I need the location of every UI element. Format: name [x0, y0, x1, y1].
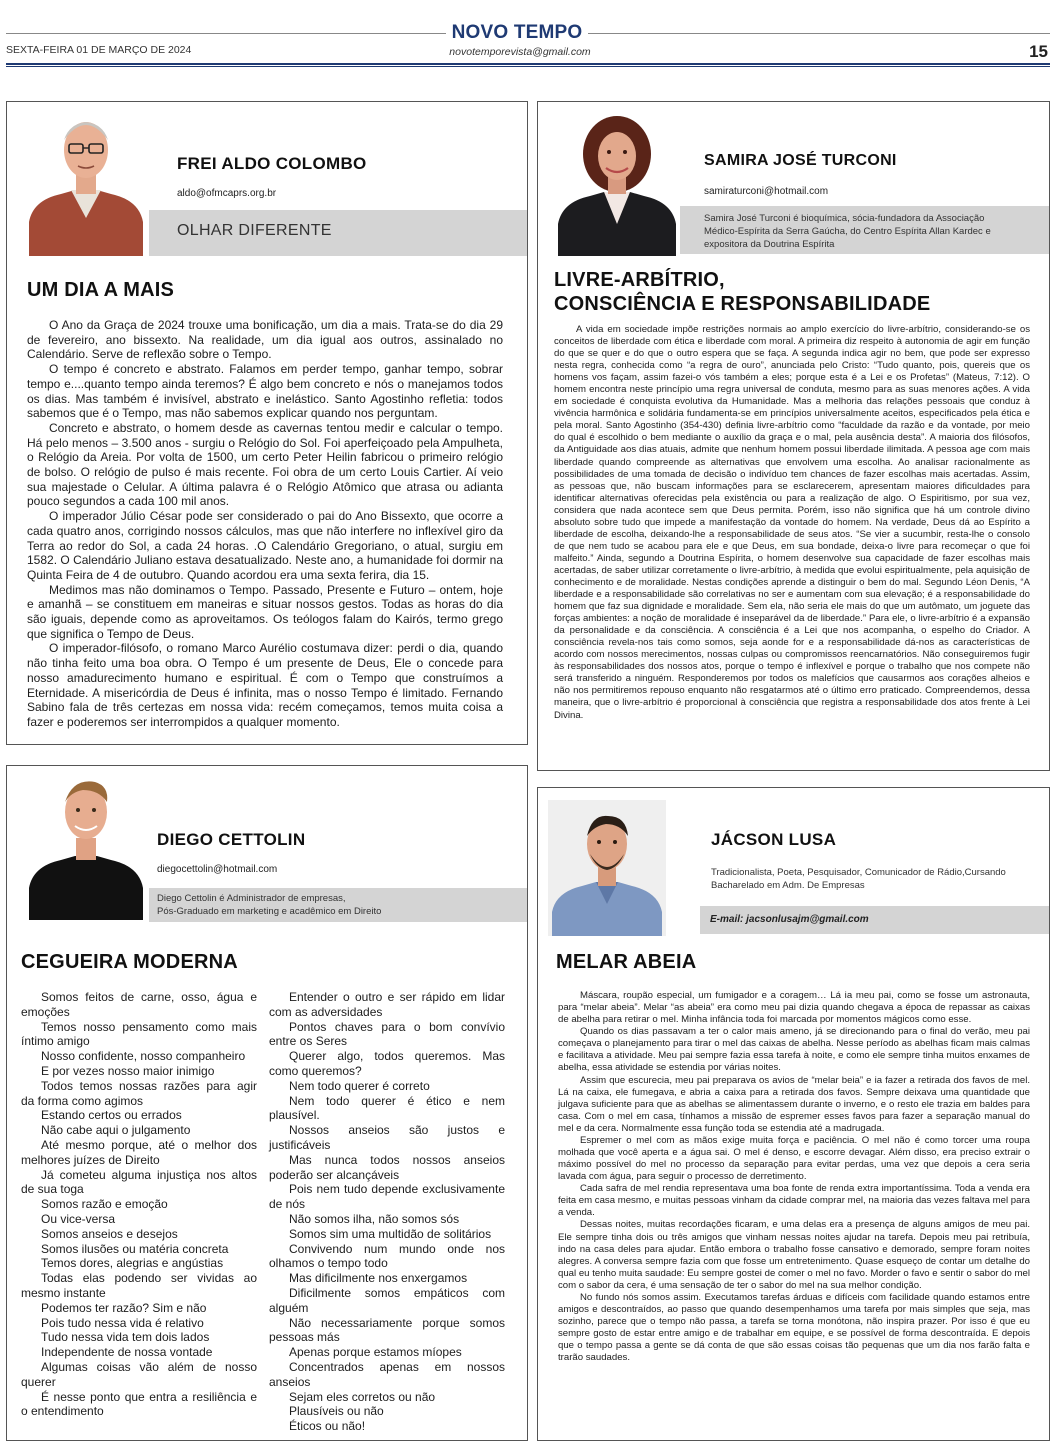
paragraph: O imperador-filósofo, o romano Marco Aurélio costumava dizer: perdi o dia, quando não tinha feito uma boa obra. O Tempo é um presente de Deus, Ele o concede para nosso amadurecimento humano e espiritual. É com o Tempo que construímos a Eternidade. A misericórdia de Deus é infinita, mas o nosso Tempo é limitado. Fernando Sabino fala de três certezas em nossa vida: recém começamos, temos muita coisa a fazer e poderemos ser interrompidos a qualquer momento.	[27, 641, 503, 729]
author-photo-aldo	[23, 104, 149, 256]
verse: Nosso confidente, nosso companheiro	[41, 1049, 246, 1064]
verse: Independente de nossa vontade	[41, 1345, 213, 1360]
newspaper-email: novotemporevista@gmail.com	[449, 46, 591, 58]
author-name: DIEGO CETTOLIN	[157, 830, 306, 849]
verse: Sejam eles corretos ou não	[289, 1389, 436, 1404]
author-name: SAMIRA JOSÉ TURCONI	[704, 152, 897, 169]
paragraph: Dessas noites, muitas recordações ficaram, e uma delas era a presença de alguns amigos de meu pai. Ele sempre tinha dois ou três amigos que vinham nessas noites ajudar na tarefa. Depois meu pai retribuía, indo na casa deles para ajudar. Então embora o trabalho fosse cansativo e demorado, sempre foram noites alegres. A conversa sempre fazia com que fosse um entretenimento. Quase esqueço de contar um detalhe do qual eu tenho muita saudade: Eu sempre gostei de comer o mel no favo. Morder o favo e sentir o sabor do mel com o sabor da cera, é uma sensação de ter o sabor do mel na sua melhor condição.	[558, 1219, 1030, 1291]
author-email: E-mail: jacsonlusajm@gmail.com	[710, 914, 869, 925]
verse: Concentrados apenas em nossos anseios	[269, 1359, 505, 1389]
verse: Não cabe aqui o julgamento	[41, 1123, 191, 1138]
paragraph: Assim que escurecia, meu pai preparava os avios de “melar beia” e ia fazer a retirada dos favos de mel. Lá na caixa, ele fumegava, e abria a caixa para a retirada dos favos. Sempre deixava uma quantidade que julgava suficiente para que as abelhas se alimentassem durante o inverno, e o resto ele trazia em baldes para casa. Com o mel em casa, tínhamos a missão de espremer esses favos para fazer a separação manual do mel e da cera. Normalmente essa função toda se estendia até a madrugada.	[558, 1074, 1030, 1134]
issue-date: SEXTA-FEIRA 01 DE MARÇO DE 2024	[6, 44, 192, 56]
verse: Nem todo querer é ético e nem plausível.	[269, 1093, 505, 1123]
paragraph: O tempo é concreto e abstrato. Falamos em perder tempo, ganhar tempo, sobrar tempo e....quanto tempo ainda teremos? É algo bem concreto e nós o manejamos todos os dias. Mas também é invisível, abstrato e inelástico. Santo Agostinho refletia: todos sabemos que é o Tempo, mas não sabemos explicar quando nos perguntam.	[27, 362, 503, 421]
verse: Nem todo querer é correto	[289, 1078, 430, 1093]
masthead-rule-right	[588, 33, 1050, 34]
verse: Temos nosso pensamento como mais íntimo amigo	[21, 1019, 257, 1049]
author-bio: Samira José Turconi é bioquímica, sócia-fundadora da Associação Médico-Espírita da Serra Gaúcha, do Centro Espírita Allan Kardec e expositora da Doutrina Espírita	[704, 213, 991, 250]
article-headline: MELAR ABEIA	[556, 951, 697, 973]
page-number: 15	[1029, 42, 1048, 61]
verse: Dificilmente somos empáticos com alguém	[269, 1285, 505, 1315]
article-cegueira-moderna	[6, 765, 528, 1441]
verse: Nossos anseios são justos e justificáveis	[269, 1123, 505, 1152]
paragraph: O imperador Júlio César pode ser considerado o pai do Ano Bissexto, que ocorre a cada quatro anos, corrigindo nossos cálculos, mas que não interfere no inflexível giro da Terra ao redor do Sol, a cada 24 horas. .O Calendário Gregoriano, o atual, surgiu em 1582. O Calendário Juliano estava desatualizado. Neste ano, a humanidade foi dormir na Quinta Feira de 4 de outubro. Quando acordou era uma sexta ferira, dia 15.	[27, 509, 503, 582]
verse: Somos sim uma multidão de solitários	[289, 1226, 492, 1241]
headline-line: LIVRE-ARBÍTRIO,	[554, 269, 725, 291]
verse: E por vezes nosso maior inimigo	[41, 1063, 215, 1078]
paragraph: Máscara, roupão especial, um fumigador e a coragem… Lá ia meu pai, como se fosse um astronauta, para “melar abeia”. Melar “as abeia” era como meu pai dizia quando chegava a época de repassar as caixas de abelha para retirar o mel. Minha infância toda foi marcada por momentos mágicos como esse.	[558, 990, 1030, 1026]
verse: Algumas coisas vão além de nosso querer	[21, 1359, 257, 1389]
poem-column-2	[269, 990, 505, 1434]
paragraph: Cada safra de mel rendia representava uma boa fonte de renda extra importantíssima. Toda a venda era feita em casa mesmo, e muitas pessoas vinham da cidade comprar mel, na maioria das vezes faltava mel para a venda.	[558, 1183, 1030, 1219]
paragraph: Quando os dias passavam a ter o calor mais ameno, já se direcionando para o final do verão, meu pai começava o planejamento para tirar o mel das caixas de abelha. Nesse período as abelhas ficam mais calmas e facilitava a atividade. Meu pai sempre fazia essa tarefa à noite, e como ele sempre tinha muitos enxames de abelha, essa atividade se estendia por várias noites.	[558, 1026, 1030, 1074]
article-headline: CEGUEIRA MODERNA	[21, 951, 238, 973]
article-headline	[554, 268, 930, 316]
author-photo-samira	[554, 104, 680, 256]
verse: Já cometeu alguma injustiça nos altos de sua toga	[21, 1167, 257, 1197]
verse: Éticos ou não!	[289, 1419, 366, 1434]
verse: Estando certos ou errados	[41, 1108, 182, 1123]
verse: Temos dores, alegrias e angústias	[41, 1256, 224, 1271]
author-photo-jacson	[548, 800, 666, 936]
masthead	[0, 0, 1058, 70]
article-um-dia-a-mais	[6, 101, 528, 745]
verse: Todas elas podendo ser vividas ao mesmo instante	[21, 1271, 257, 1300]
article-body	[558, 990, 1030, 1364]
article-melar-abeia	[537, 787, 1050, 1441]
article-livre-arbitrio	[537, 101, 1050, 771]
article-body	[27, 318, 503, 730]
author-email: samiraturconi@hotmail.com	[704, 186, 829, 197]
verse: Somos ilusões ou matéria concreta	[41, 1241, 229, 1256]
man-portrait-icon	[23, 768, 149, 920]
poem-column-1	[21, 990, 257, 1419]
verse: Pois nem tudo depende exclusivamente de nós	[269, 1182, 505, 1212]
column-name: OLHAR DIFERENTE	[177, 222, 332, 239]
author-email: diegocettolin@hotmail.com	[157, 864, 278, 875]
verse: Até mesmo porque, até o melhor dos melhores juízes de Direito	[21, 1137, 257, 1167]
verse: Somos anseios e desejos	[41, 1226, 178, 1241]
verse: Tudo nessa vida tem dois lados	[41, 1330, 210, 1345]
verse: Ou vice-versa	[41, 1211, 116, 1226]
verse: Todos temos nossas razões para agir da forma como agimos	[21, 1078, 257, 1108]
verse: Pois tudo nessa vida é relativo	[41, 1315, 204, 1330]
paragraph: Espremer o mel com as mãos exige muita força e paciência. O mel não é como torcer uma roupa molhada que você aperta e a água sai. O mel é denso, e escorre devagar. Além disso, era preciso extrair o máximo possível do mel no processo da separação para evitar perdas, uma vez que depois a cera seria lavada com água, para seguir o processo de derretimento.	[558, 1134, 1030, 1183]
man-portrait-icon	[548, 800, 666, 936]
verse: Querer algo, todos queremos. Mas como queremos?	[269, 1049, 505, 1078]
paragraph: No fundo nós somos assim. Executamos tarefas árduas e difíceis com facilidade quando estamos entre amigos e descontraídos, ao passo que quando desempenhamos uma tarefa por mais simples que seja, mas sozinho, parece que o tempo não passa, a tarefa se torna monótona, não inspira prazer. Por isso é que eu sempre gosto de estar entre amigo e de trabalhar em equipe, e se possível de forma descontraída. E depois que o tempo passa a gente se dá conta de que são essas coisas tão pequenas que um dia nos farão falta e trarão saudades.	[558, 1291, 1030, 1364]
author-name: FREI ALDO COLOMBO	[177, 154, 367, 173]
author-photo-diego	[23, 768, 149, 920]
verse: Somos razão e emoção	[41, 1197, 168, 1212]
verse: Apenas porque estamos míopes	[289, 1345, 462, 1360]
verse: Mas nunca todos nossos anseios poderão ser alcançáveis	[269, 1152, 505, 1182]
author-email: aldo@ofmcaprs.org.br	[177, 188, 277, 199]
verse: Entender o outro e ser rápido em lidar com as adversidades	[269, 990, 505, 1019]
woman-portrait-icon	[554, 104, 680, 256]
bio-line: Diego Cettolin é Administrador de empresas,	[157, 893, 346, 904]
verse: Plausíveis ou não	[289, 1404, 384, 1419]
headline-line: CONSCIÊNCIA E RESPONSABILIDADE	[554, 293, 931, 315]
verse: Não somos ilha, não somos sós	[289, 1211, 460, 1226]
author-bio	[157, 892, 517, 918]
paragraph: Concreto e abstrato, o homem desde as cavernas tentou medir e calcular o tempo. Há pelo menos – 3.500 anos - surgiu o Relógio do Sol. Foi aperfeiçoado pela Ampulheta, o Relógio da Areia. Por volta de 1500, um certo Peter Heilin fabricou o primeiro relógio de bolso. O relógio de pulso é mais recente. Foi obra de um certo Louis Cartier. Aí veio sua majestade o Celular. A última palavra é o Relógio Atômico que atrasa ou adianta pouco segundos a cada 100 mil anos.	[27, 420, 503, 509]
verse: Pontos chaves para o bom convívio entre os Seres	[269, 1019, 505, 1049]
verse: Podemos ter razão? Sim e não	[41, 1300, 207, 1315]
paragraph: A vida em sociedade impõe restrições normais ao amplo exercício do livre-arbítrio, considerando-se os conceitos de liberdade com ética e liberdade com moral. A primeira diz respeito à autonomia de agir em função do que se quer e do que o outro espera que se faça. A segunda indica agir no bem, que pode ser expresso nesta regra, conhecida como “a regra de ouro”, anunciada pelo Cristo: “Tudo quanto, pois, quereis que os homens vos façam, assim fazei-o vós também a eles; porque esta é a Lei e os Profetas” (Mateus, 7:12). O homem encontra neste princípio uma regra universal de conduta, mesmo para as suas menores ações. A vida em sociedade é conquista evolutiva da Humanidade. Mas a melhoria das relações pessoais que conduz à vivência harmônica e solidária fundamenta-se em princípios universalmente aceitos, especificados pela ética e pela moral. Santo Agostinho (354-430) definia livre-arbítrio como “faculdade da razão e da vontade, por meio do qual é escolhido o bem mediante o auxílio da graça e o mal, pela ausência desta”. A maioria dos filósofos, da Antiguidade aos dias atuais, admite que nenhum homem possui liberdade ilimitada. A pessoa age com mais liberdade quando compreende as alternativas que envolvem uma escolha. Ao analisar racionalmente as possibilidades de uma tomada de decisão o indivíduo tem chances de fazer escolhas mais acertadas. Assim, as pessoas que, não buscam informações para se esclarecerem, apresentam maiores dificuldades para identificar alternativas oferecidas pela existência ou para a realização de algo. O Espiritismo, por sua vez, considera que nada acontece sem que Deus permita. Porém, isso não significa que há um controle divino absoluto sobre tudo que impede a manifestação da vontade do homem. Na verdade, Deus dá ao Espírito a liberdade de escolha, deixando-lhe a responsabilidade de seus atos. “Se vier a sucumbir, resta-lhe o consolo de que nem tudo se acabou para ele e que Deus, em sua bondade, deixa-o livre para recomeçar o que foi malfeito.” Ainda, segundo a Doutrina Espírita, o homem desenvolve sua capacidade de fazer escolhas mais acertadas, de saber utilizar corretamente o livre-arbítrio, à medida que evolui espiritualmente, pela aquisição de conhecimento e de moralidade. Nestas condições aprende a distinguir o bem do mal. Segundo Léon Denis, “A liberdade e a responsabilidade são correlativas no ser e aumentam com sua elevação; é a responsabilidade do homem que faz sua dignidade e moralidade. Sem ela, não seria ele mais do que um autômato, um joguete das forças ambientes: a noção de moralidade é inseparável da de liberdade.” Para ele, o livre-arbítrio é a expansão da personalidade e da consciência. A consciência é a Lei que nos acompanha, o espelho do Criador. A consciência revela-nos tais como somos, seja aonde for e a responsabilidade dá-nos as características de acordo com nossos merecimentos, nossas culpas ou compromissos reencarnatórios. Não conseguiremos fugir às responsabilidades dos nossos atos, porque o tempo é inflexível e porque o trabalho que nos compete não será transferido a ninguém. Responderemos por todos os malefícios que causarmos aos corações alheios e não nos permitiremos repouso enquanto não resgatarmos até o último erro praticado. Compreendemos, dessa maneira, que o livre-arbítrio é proporcional à consciência que registra a responsabilidade dos atos frente à Lei Divina.	[554, 324, 1030, 721]
newspaper-title: NOVO TEMPO	[451, 22, 583, 43]
paragraph: O Ano da Graça de 2024 trouxe uma bonificação, um dia a mais. Trata-se do dia 29 de fevereiro, ano bissexto. Na realidade, um dia igual aos outros, assinalado no Calendário. Serve de reflexão sobre o Tempo.	[27, 318, 503, 362]
author-name: JÁCSON LUSA	[711, 830, 837, 849]
verse: Mas dificilmente nos enxergamos	[289, 1271, 468, 1286]
verse: Não necessariamente porque somos pessoas más	[269, 1315, 505, 1345]
article-headline: UM DIA A MAIS	[27, 279, 175, 301]
verse: Convivendo num mundo onde nos olhamos o tempo todo	[269, 1241, 505, 1271]
article-body	[554, 324, 1030, 722]
verse: Somos feitos de carne, osso, água e emoções	[21, 990, 257, 1019]
man-portrait-icon	[23, 104, 149, 256]
author-bio: Tradicionalista, Poeta, Pesquisador, Comunicador de Rádio,Cursando Bacharelado em Adm. De Empresas	[711, 867, 1006, 891]
paragraph: Medimos mas não dominamos o Tempo. Passado, Presente e Futuro – ontem, hoje e amanhã – se constituem em maneiras e situar nossos gestos. Todas as horas do dia são iguais, depende como as aproveitamos. Os teólogos falam do Kairós, termo grego que significa o Tempo de Deus.	[27, 582, 503, 641]
masthead-bar	[6, 63, 1050, 67]
verse: É nesse ponto que entra a resiliência e o entendimento	[21, 1389, 257, 1419]
masthead-rule-left	[6, 33, 446, 34]
bio-line: Pós-Graduado em marketing e acadêmico em Direito	[157, 906, 382, 917]
